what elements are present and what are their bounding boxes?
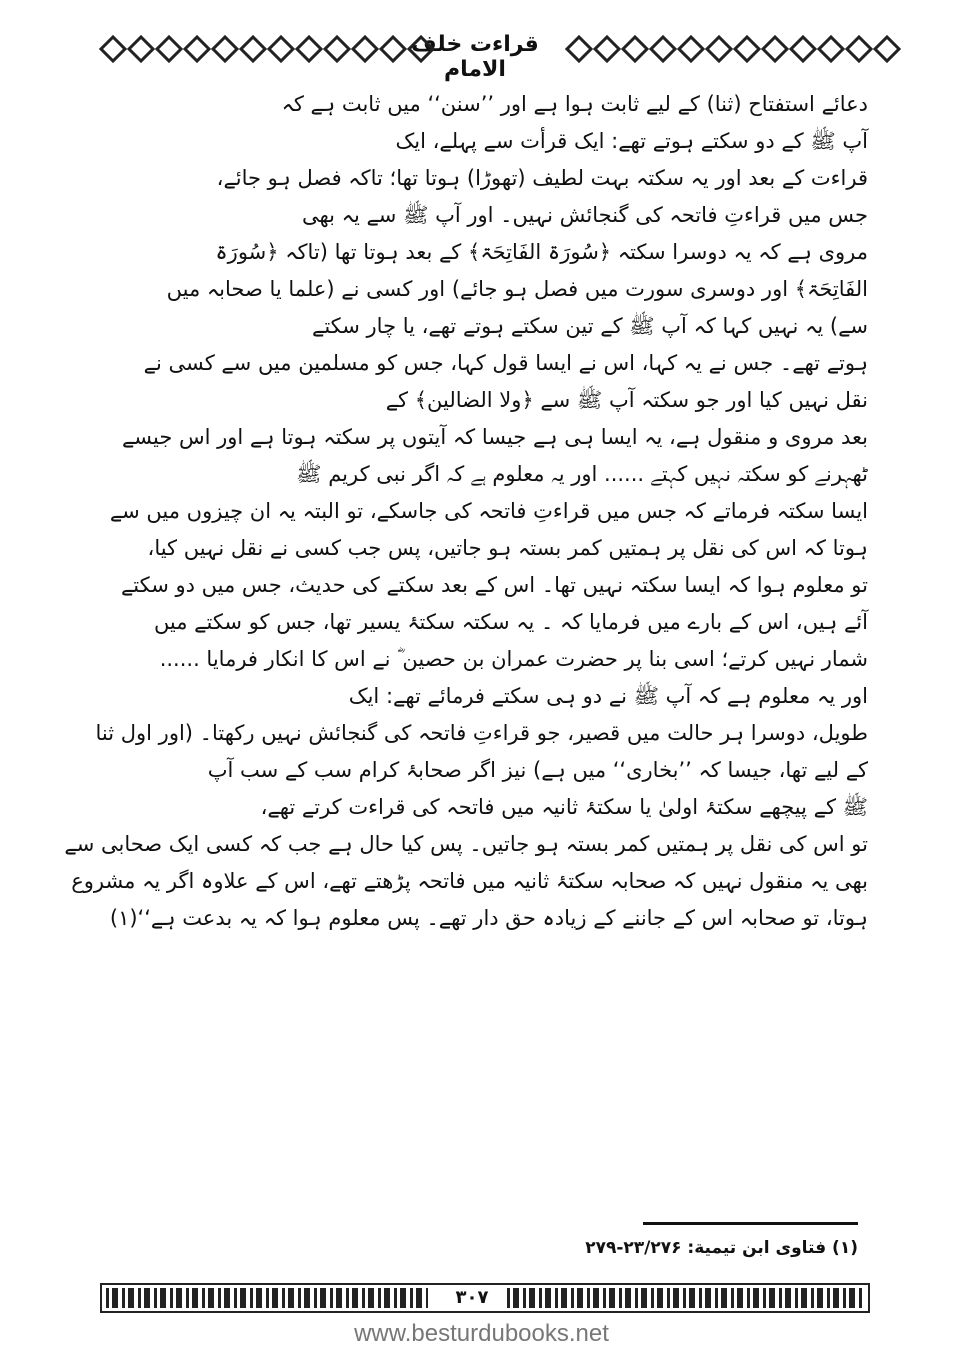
text-line: دعائے استفتاح (ثنا) کے لیے ثابت ہوا ہے اور ’’سنن‘‘ میں ثابت ہے کہ <box>281 92 868 116</box>
text-line: شمار نہیں کرتے؛ اسی بنا پر حضرت عمران بن حصین ؓ نے اس کا انکار فرمایا ...... <box>159 647 868 671</box>
text-line: قراءت کے بعد اور یہ سکتہ بہت لطیف (تھوڑا) ہوتا تھا؛ تاکہ فصل ہو جائے، <box>216 166 868 190</box>
footnote: (۱) فتاوی ابن تیمیة: ۲۳/۲۷۶-۲۷۹ <box>585 1238 858 1258</box>
text-line: سے) یہ نہیں کہا کہ آپ ﷺ کے تین سکتے ہوتے تھے، یا چار سکتے <box>312 314 868 338</box>
running-title: قراءت خلف الامام <box>411 32 539 82</box>
text-line: ایسا سکتہ فرماتے کہ جس میں قراءتِ فاتحہ کی جاسکے، تو البتہ یہ ان چیزوں میں سے <box>109 499 868 523</box>
text-line: مروی ہے کہ یہ دوسرا سکتہ ﴿سُورَۃ الفَاتِحَۃ﴾ کے بعد ہوتا تھا (تاکہ ﴿سُورَۃ <box>215 240 868 264</box>
text-line: ٹھہرنے کو سکتہ نہیں کہتے ...... اور یہ معلوم ہے کہ اگر نبی کریم ﷺ <box>296 462 868 486</box>
text-line: بھی یہ منقول نہیں کہ صحابہ سکتۂ ثانیہ میں فاتحہ پڑھتے تھے، اس کے علاوہ اگر یہ مشروع <box>71 869 868 893</box>
text-line: ﷺ کے پیچھے سکتۂ اولیٰ یا سکتۂ ثانیہ میں فاتحہ کی قراءت کرتے تھے، <box>260 795 868 819</box>
page-header <box>100 28 870 82</box>
footer-ornament-left <box>106 1288 428 1308</box>
text-line: طویل، دوسرا ہر حالت میں قصیر، جو قراءتِ فاتحہ کی گنجائش نہیں رکھتا۔ (اور اول ثنا <box>95 721 868 745</box>
text-line: ہوتا کہ اس کی نقل پر ہمتیں کمر بستہ ہو جاتیں، پس جب کسی نے نقل نہیں کیا، <box>147 536 868 560</box>
text-line: آپ ﷺ کے دو سکتے ہوتے تھے: ایک قرأت سے پہلے، ایک <box>395 129 868 153</box>
text-line: آئے ہیں، اس کے بارے میں فرمایا کہ ۔ یہ سکتہ سکتۂ یسیر تھا، جس کو سکتے میں <box>153 610 868 634</box>
text-line: کے لیے تھا، جیسا کہ ’’بخاری‘‘ میں ہے) نیز اگر صحابۂ کرام سب کے سب آپ <box>207 758 868 782</box>
page-number: ۳۰۷ <box>455 1287 489 1308</box>
text-line: جس میں قراءتِ فاتحہ کی گنجائش نہیں۔ اور آپ ﷺ سے یہ بھی <box>301 203 868 227</box>
text-line: تو معلوم ہوا کہ ایسا سکتہ نہیں تھا۔ اس کے بعد سکتے کی حدیث، جس میں دو سکتے <box>121 573 868 597</box>
text-line: ہوتا، تو صحابہ اس کے جاننے کے زیادہ حق دار تھے۔ پس معلوم ہوا کہ یہ بدعت ہے‘‘(۱) <box>109 906 868 930</box>
header-ornament-right <box>566 36 870 62</box>
header-ornament-left <box>100 36 390 62</box>
website-watermark: www.besturdubooks.net <box>354 1320 609 1347</box>
text-line: نقل نہیں کیا اور جو سکتہ آپ ﷺ سے ﴿ولا الضالین﴾ کے <box>385 388 868 412</box>
footnote-divider <box>643 1222 858 1225</box>
text-line: بعد مروی و منقول ہے، یہ ایسا ہی ہے جیسا کہ آیتوں پر سکتہ ہوتا ہے اور اس جیسے <box>121 425 868 449</box>
text-line: اور یہ معلوم ہے کہ آپ ﷺ نے دو ہی سکتے فرمائے تھے: ایک <box>348 684 868 708</box>
footer-ornament-right <box>507 1288 864 1308</box>
text-line: الفَاتِحَۃ﴾ اور دوسری سورت میں فصل ہو جائے) اور کسی نے (علما یا صحابہ میں <box>166 277 868 301</box>
text-line: تو اس کی نقل پر ہمتیں کمر بستہ ہو جاتیں۔ پس کیا حال ہے جب کہ کسی ایک صحابی سے <box>64 832 868 856</box>
text-line: ہوتے تھے۔ جس نے یہ کہا، اس نے ایسا قول کہا، جس کو مسلمین میں سے کسی نے <box>143 351 868 375</box>
page-footer <box>100 1283 870 1313</box>
main-text <box>64 86 868 1216</box>
